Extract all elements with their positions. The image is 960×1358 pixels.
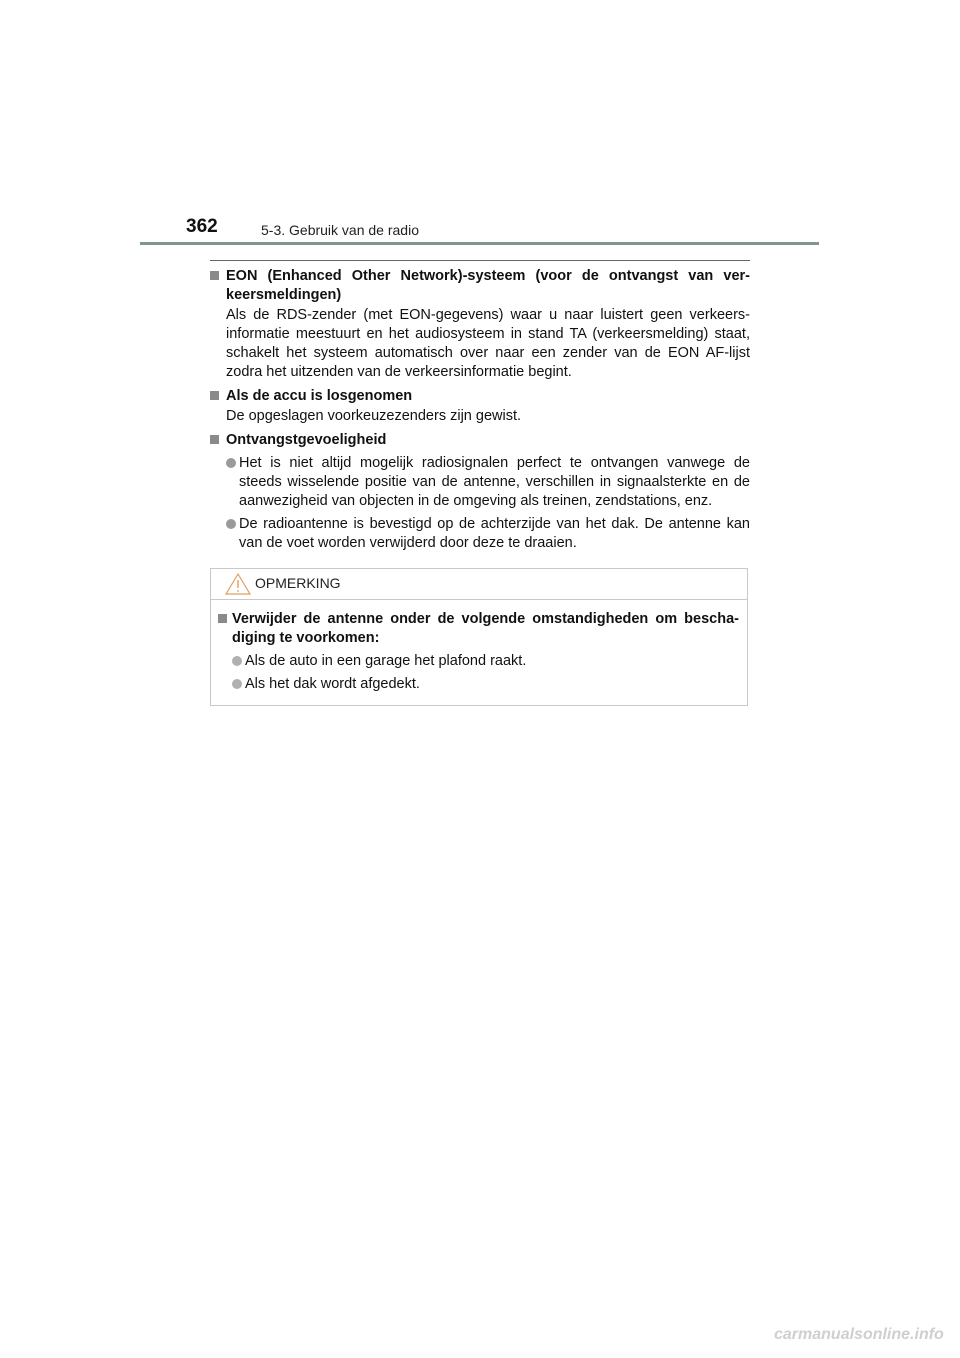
section-heading: Als de accu is losgenomen xyxy=(226,388,413,404)
section-heading: EON (Enhanced Other Network)-systeem (voor de ontvangst van ver-keersmeldingen) xyxy=(226,268,750,303)
list-item-text: Het is niet altijd mogelijk radiosignalen perfect te ontvangen vanwege de steeds wisselende positie van de antenne, verschillen in signaalsterkte en de aanwezigheid van objecten in de omgeving als treinen, zendstations, enz. xyxy=(239,455,750,509)
list-item xyxy=(232,675,739,694)
section-heading: Ontvangstgevoeligheid xyxy=(226,432,387,448)
square-bullet-icon xyxy=(218,614,227,623)
notice-heading: Verwijder de antenne onder de volgende omstandigheden om bescha-diging te voorkomen: xyxy=(232,611,739,646)
list-item-text: De radioantenne is bevestigd op de achterzijde van het dak. De antenne kan van de voet worden verwijderd door deze te draaien. xyxy=(239,516,750,551)
circle-bullet-icon xyxy=(226,458,236,468)
notice-body xyxy=(211,600,747,694)
warning-triangle-icon xyxy=(225,573,251,595)
chapter-title: 5-3. Gebruik van de radio xyxy=(261,222,419,238)
notice-section xyxy=(215,610,739,694)
list-item-text: Als de auto in een garage het plafond raakt. xyxy=(245,653,527,669)
notice-title: OPMERKING xyxy=(255,575,341,591)
watermark-text: carmanualsonline.info xyxy=(774,1326,944,1343)
header-divider xyxy=(140,242,819,245)
section-battery xyxy=(210,387,750,426)
notice-box xyxy=(210,568,748,706)
list-item xyxy=(232,652,739,671)
section-eon xyxy=(210,267,750,382)
section-paragraph: Als de RDS-zender (met EON-gegevens) waar u naar luistert geen verkeers-informatie meestuurt en het audiosysteem in stand TA (verkeersmelding) staat, schakelt het systeem automatisch over naar een zender van de EON AF-lijst zodra het uitzenden van de verkeersinformatie begint. xyxy=(226,307,750,380)
main-content xyxy=(210,260,750,558)
section-paragraph: De opgeslagen voorkeuzezenders zijn gewist. xyxy=(226,408,522,424)
square-bullet-icon xyxy=(210,391,219,400)
circle-bullet-icon xyxy=(232,679,242,689)
circle-bullet-icon xyxy=(226,519,236,529)
circle-bullet-icon xyxy=(232,656,242,666)
list-item xyxy=(226,454,750,511)
section-reception xyxy=(210,431,750,553)
notice-header xyxy=(211,569,747,600)
section-divider xyxy=(210,260,750,261)
list-item-text: Als het dak wordt afgedekt. xyxy=(245,676,420,692)
square-bullet-icon xyxy=(210,271,219,280)
square-bullet-icon xyxy=(210,435,219,444)
page-number: 362 xyxy=(186,216,218,237)
page-header xyxy=(0,0,960,250)
list-item xyxy=(226,515,750,553)
